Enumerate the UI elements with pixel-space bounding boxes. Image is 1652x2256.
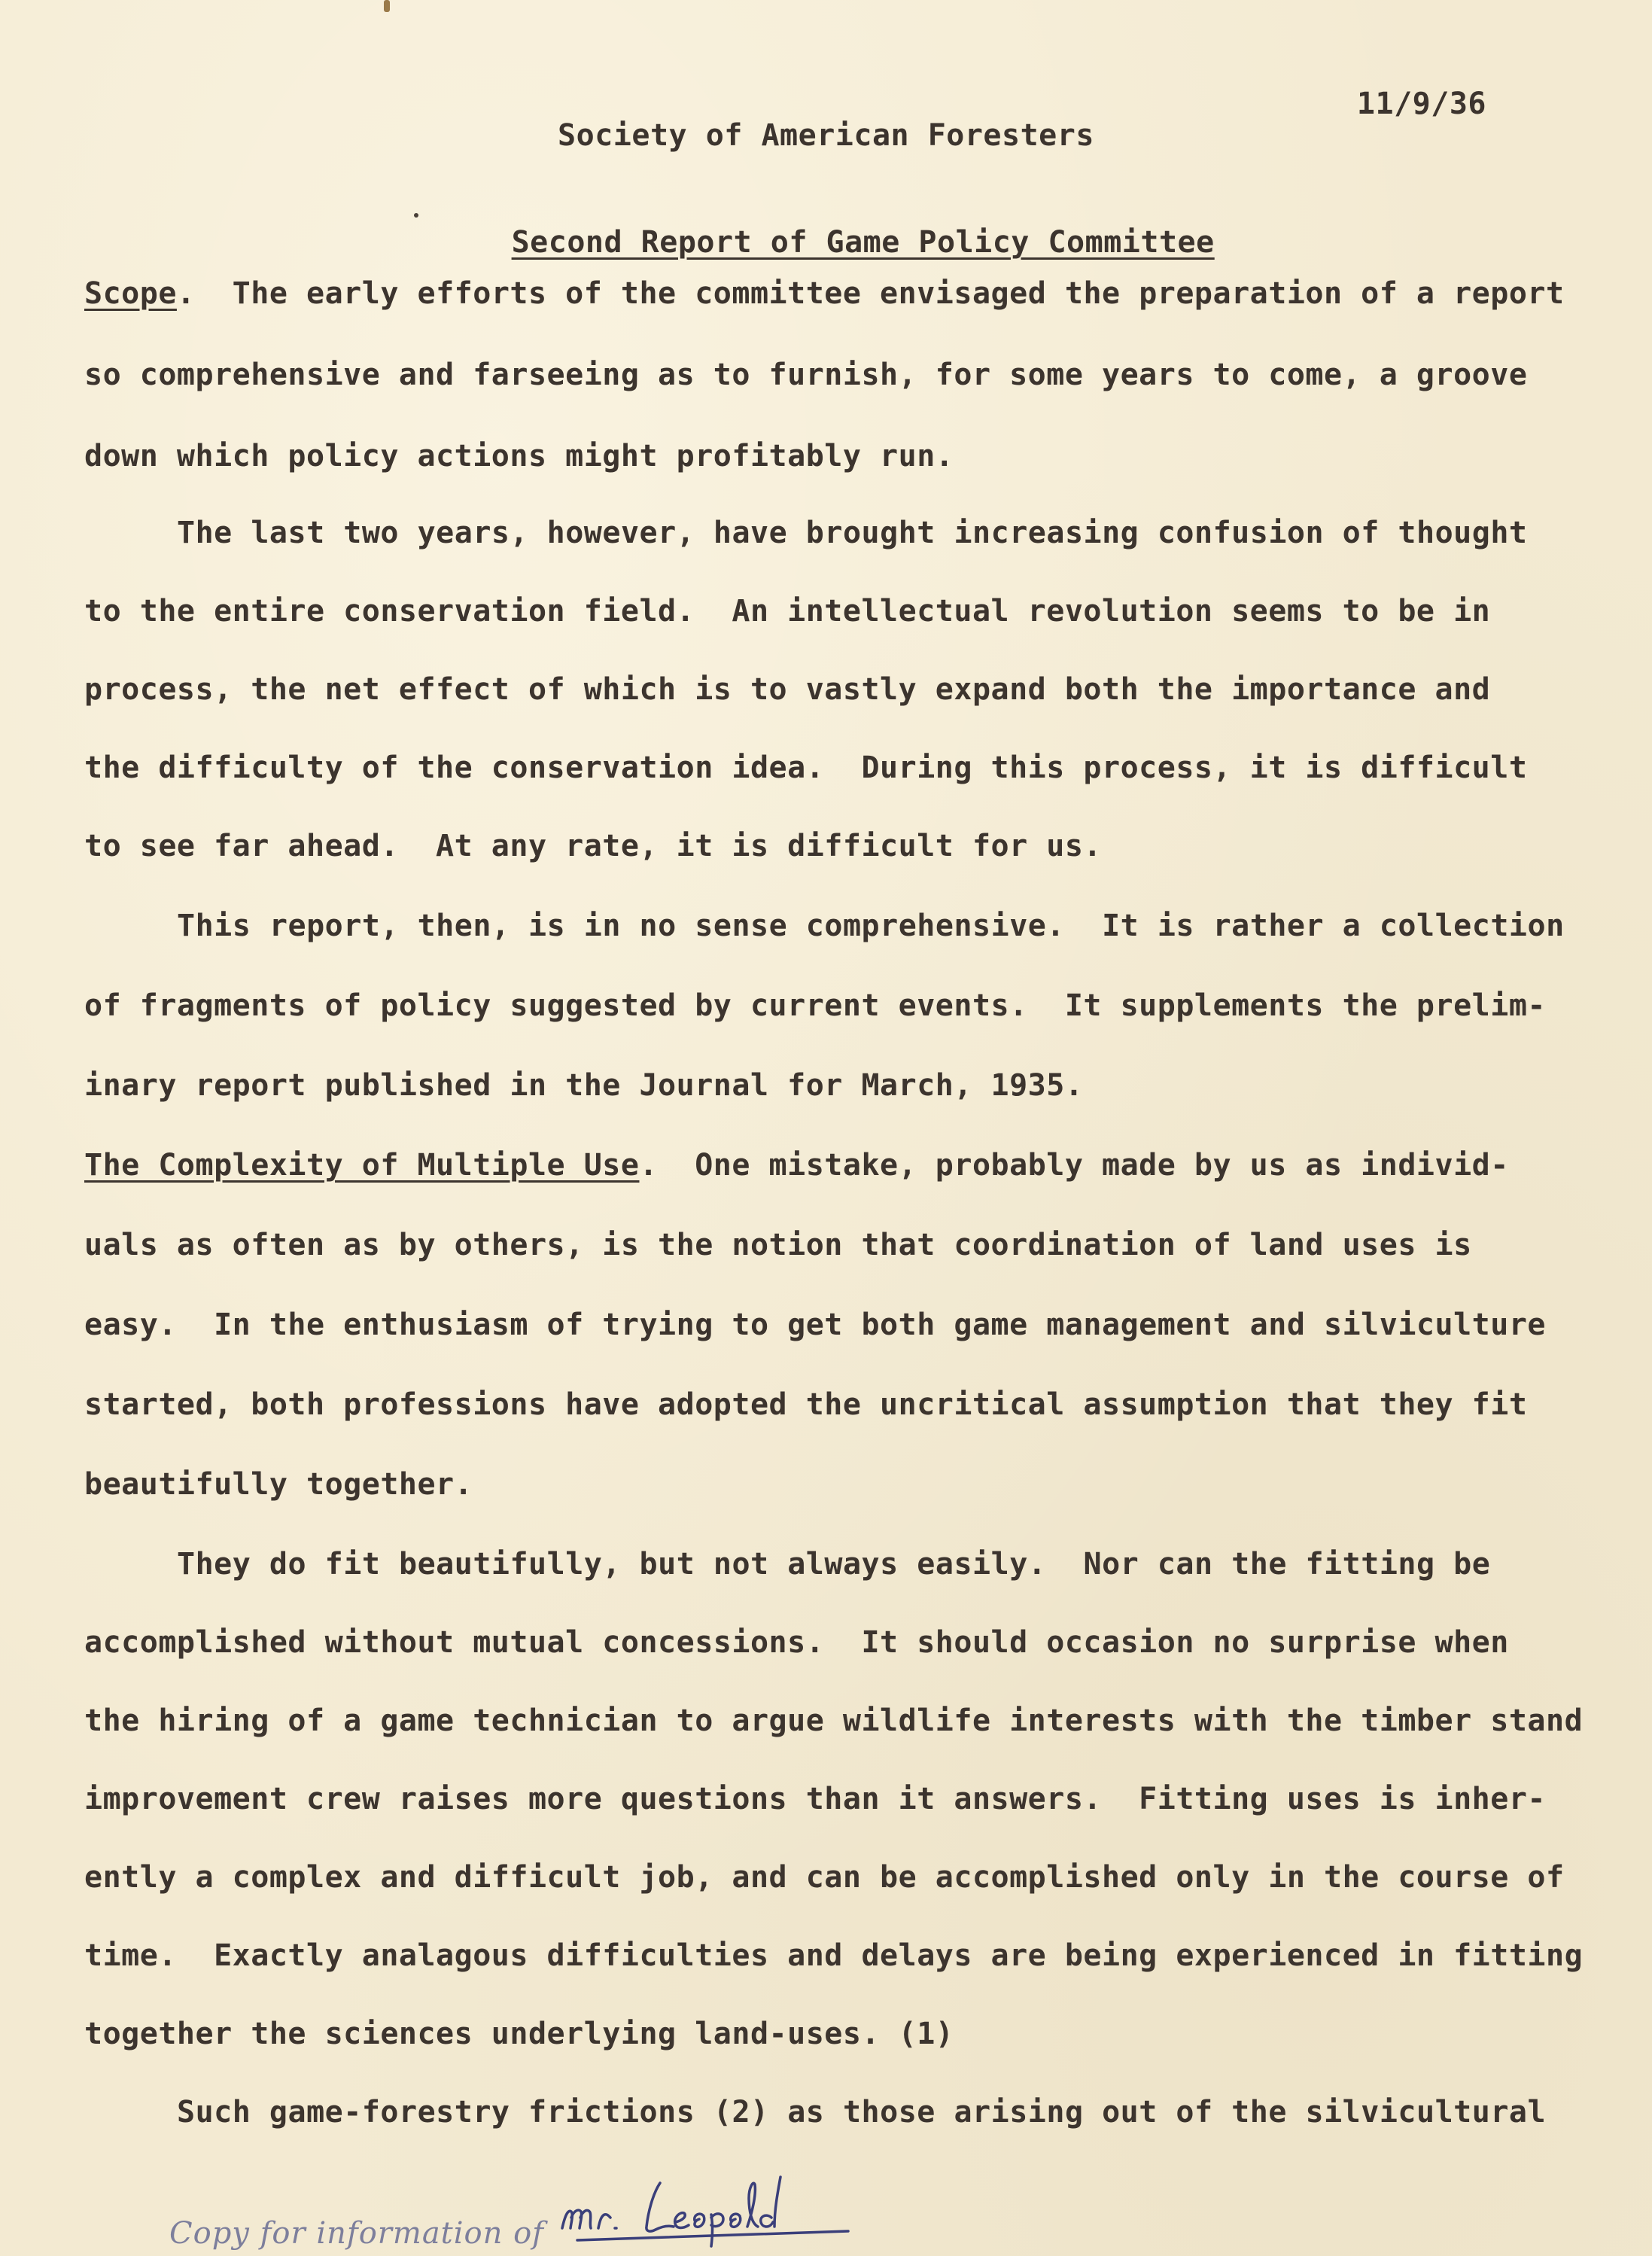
para4-line-5: beautifully together. xyxy=(84,1467,473,1502)
organization-title: Society of American Foresters xyxy=(558,118,1094,153)
para4-line-3: easy. In the enthusiasm of trying to get both game management and silviculture xyxy=(84,1308,1546,1342)
para4-line-1-text: . One mistake, probably made by us as individ- xyxy=(639,1148,1509,1183)
para2-line-1: The last two years, however, have brought increasing confusion of thought xyxy=(177,516,1528,550)
scope-line-1 xyxy=(84,276,1565,311)
report-title-wrap xyxy=(0,197,1652,288)
scope-line-1-text: . The early efforts of the committee envisaged the preparation of a report xyxy=(176,276,1565,311)
para4-line-2: uals as often as by others, is the notion that coordination of land uses is xyxy=(84,1228,1472,1262)
para3-line-2: of fragments of policy suggested by current events. It supplements the prelim- xyxy=(84,988,1546,1023)
handwritten-signature xyxy=(555,2168,856,2251)
para3-line-1: This report, then, is in no sense comprehensive. It is rather a collection xyxy=(177,909,1565,943)
para6-line-1: Such game-forestry frictions (2) as those arising out of the silvicultural xyxy=(177,2095,1547,2130)
para2-line-4: the difficulty of the conservation idea. During this process, it is difficult xyxy=(84,750,1528,785)
complexity-heading: The Complexity of Multiple Use xyxy=(84,1148,640,1183)
para2-line-2: to the entire conservation field. An intellectual revolution seems to be in xyxy=(84,594,1491,629)
signature-drawing xyxy=(555,2168,856,2251)
para5-line-5: ently a complex and difficult job, and can be accomplished only in the course of xyxy=(84,1860,1565,1895)
report-title: Second Report of Game Policy Committee xyxy=(511,225,1215,260)
scope-line-2: so comprehensive and farseeing as to furnish, for some years to come, a groove xyxy=(84,358,1528,392)
para5-line-2: accomplished without mutual concessions. It should occasion no surprise when xyxy=(84,1625,1509,1660)
para5-line-6: time. Exactly analagous difficulties and delays are being experienced in fitting xyxy=(84,1938,1584,1973)
ink-speck xyxy=(384,0,390,12)
para2-line-3: process, the net effect of which is to vastly expand both the importance and xyxy=(84,672,1491,707)
para4-line-4: started, both professions have adopted the uncritical assumption that they fit xyxy=(84,1387,1528,1422)
scope-heading: Scope xyxy=(84,276,177,311)
para4-line-1 xyxy=(84,1148,1509,1183)
para5-line-1: They do fit beautifully, but not always easily. Nor can the fitting be xyxy=(177,1547,1491,1582)
para5-line-4: improvement crew raises more questions than it answers. Fitting uses is inher- xyxy=(84,1782,1546,1816)
para5-line-3: the hiring of a game technician to argue wildlife interests with the timber stand xyxy=(84,1703,1584,1738)
para5-line-7: together the sciences underlying land-uses. (1) xyxy=(84,2017,954,2051)
copy-stamp: Copy for information of xyxy=(169,2216,544,2251)
para2-line-5: to see far ahead. At any rate, it is difficult for us. xyxy=(84,829,1103,863)
para3-line-3: inary report published in the Journal for March, 1935. xyxy=(84,1068,1084,1103)
document-date: 11/9/36 xyxy=(1356,87,1486,121)
scope-line-3: down which policy actions might profitably run. xyxy=(84,439,954,473)
copy-notice xyxy=(169,2168,856,2251)
